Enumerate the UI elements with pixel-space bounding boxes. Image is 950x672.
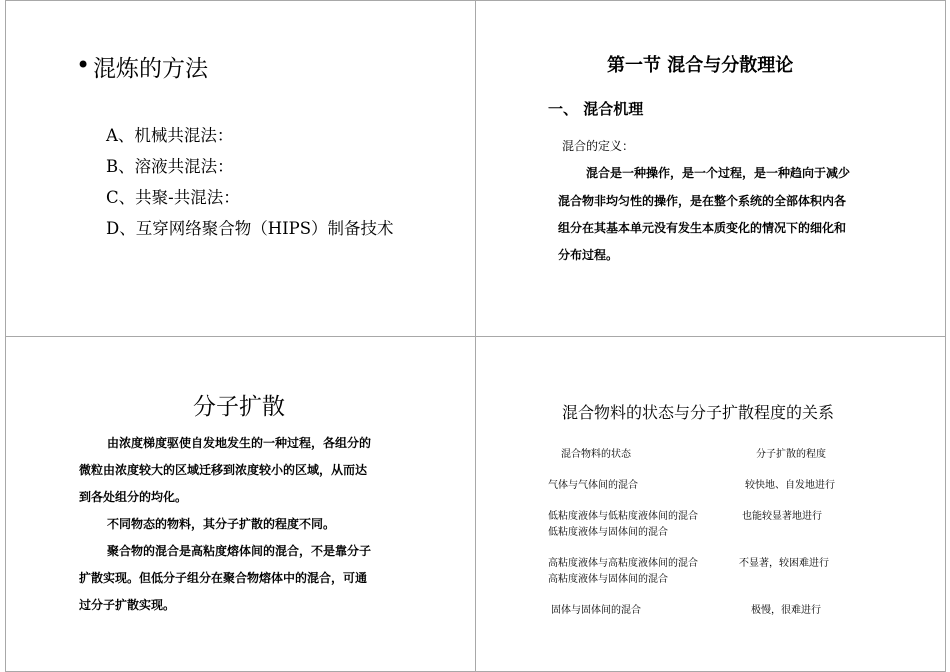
method-item: C、共聚-共混法：: [106, 188, 240, 207]
body-line: 到各处组分的均化。: [79, 490, 188, 504]
body-line: 微粒由浓度较大的区域迁移到浓度较小的区域，从而达: [79, 463, 368, 477]
slide-molecular-diffusion: [5, 336, 476, 672]
slide-title: 混合物料的状态与分子扩散程度的关系: [562, 403, 835, 422]
slide-mixing-theory: [475, 0, 946, 337]
row-diffusion: 极慢，很难进行: [751, 605, 821, 616]
method-item: B、溶液共混法：: [106, 157, 234, 176]
slide-mixing-methods: [5, 0, 476, 337]
method-item: D、互穿网络聚合物（HIPS）制备技术: [106, 219, 394, 238]
section-heading: 一、 混合机理: [548, 100, 644, 118]
column-header-diffusion: 分子扩散的程度: [756, 449, 826, 460]
row-diffusion: 不显著，较困难进行: [739, 558, 829, 569]
body-line: 由浓度梯度驱使自发地发生的一种过程，各组分的: [107, 436, 372, 450]
row-state: 低粘度液体与固体间的混合: [548, 527, 668, 538]
definition-line: 混合物非均匀性的操作，是在整个系统的全部体积内各: [558, 194, 847, 208]
row-diffusion: 也能较显著地进行: [742, 511, 822, 522]
slide-title: 混炼的方法: [93, 56, 208, 82]
row-state: 高粘度液体与固体间的混合: [548, 574, 668, 585]
row-state: 气体与气体间的混合: [548, 480, 638, 491]
definition-label: 混合的定义：: [562, 139, 635, 153]
bullet: •: [76, 51, 91, 79]
row-state: 低粘度液体与低粘度液体间的混合: [548, 511, 698, 522]
method-item: A、机械共混法：: [106, 126, 234, 145]
body-line: 扩散实现。但低分子组分在聚合物熔体中的混合，可通: [79, 571, 368, 585]
definition-line: 分布过程。: [558, 248, 619, 262]
body-line: 不同物态的物料，其分子扩散的程度不同。: [107, 517, 336, 531]
row-state: 高粘度液体与高粘度液体间的混合: [548, 558, 698, 569]
body-line: 过分子扩散实现。: [79, 598, 176, 612]
column-header-state: 混合物料的状态: [561, 449, 631, 460]
definition-line: 混合是一种操作，是一个过程，是一种趋向于减少: [586, 166, 851, 180]
definition-line: 组分在其基本单元没有发生本质变化的情况下的细化和: [558, 221, 847, 235]
slide-title: 分子扩散: [193, 394, 285, 420]
row-state: 固体与固体间的混合: [551, 605, 641, 616]
slide-state-vs-diffusion: [475, 336, 946, 672]
body-line: 聚合物的混合是高粘度熔体间的混合，不是靠分子: [107, 544, 372, 558]
slide-title: 第一节 混合与分散理论: [607, 55, 794, 76]
row-diffusion: 较快地、自发地进行: [745, 480, 835, 491]
